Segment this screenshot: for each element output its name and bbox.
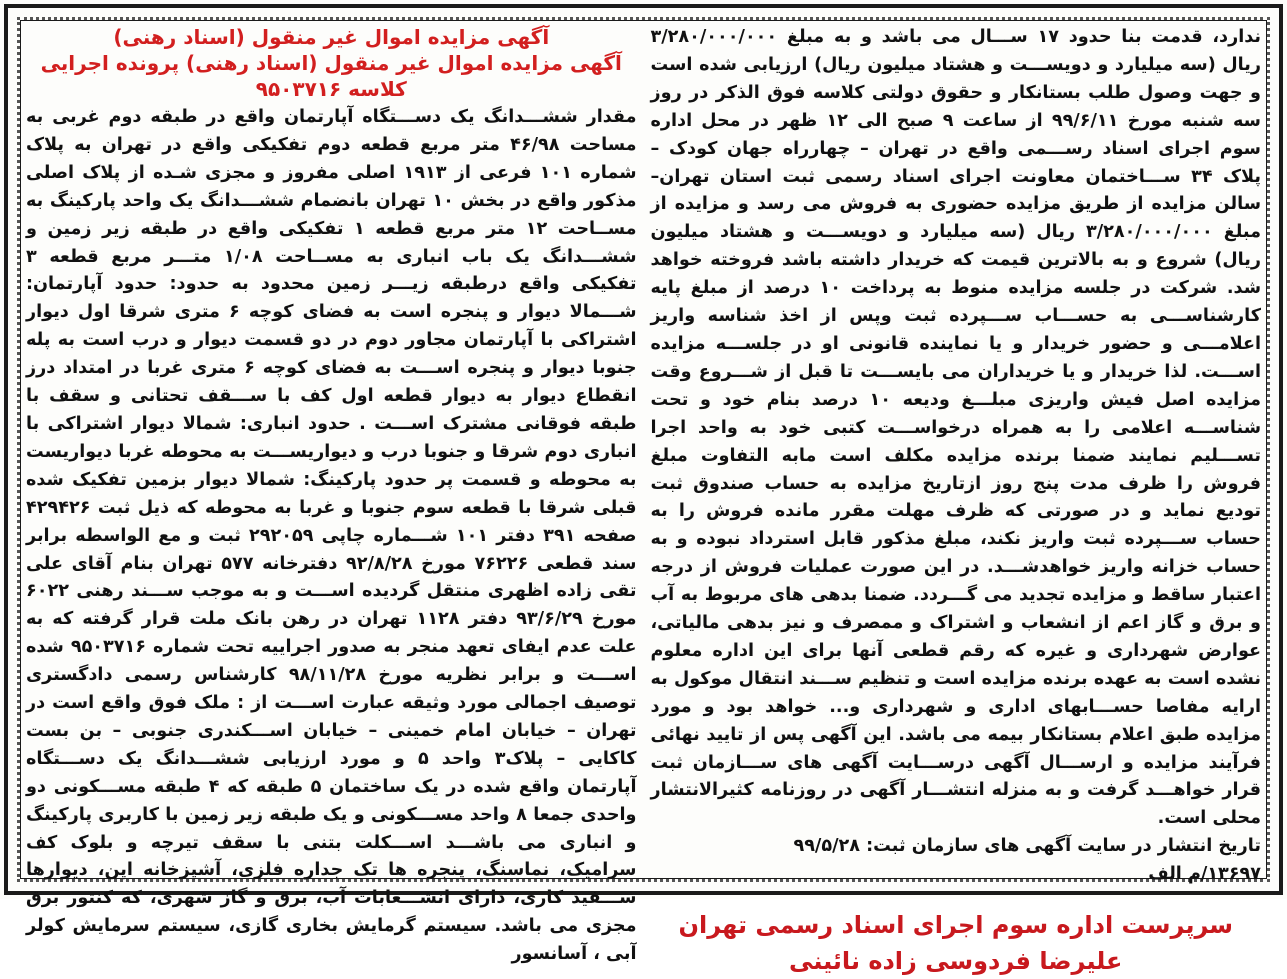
case-number: کلاسه ۹۵۰۳۷۱۶ <box>255 77 407 101</box>
reference-number: ۱۳۶۹۷/م الف <box>1148 864 1261 885</box>
right-column <box>26 24 637 965</box>
notice-title: آگهی مزایده اموال غیر منقول (اسناد رهنی) <box>113 25 550 49</box>
auction-terms: ندارد، قدمت بنا حدود ۱۷ ســـال می باشد و به مبلغ ۳/۲۸۰/۰۰۰/۰۰۰ ریال (سه میلیارد و دویســـت و هشتاد میلیون ریال) ارزیابی شده است و جهت وصول طلب بستانکار و حقوق دولتی کلاسه فوق الذکر در روز سه شنبه مورخ ۹۹/۶/۱۱ از ساعت ۹ صبح الی ۱۲ ظهر در محل اداره سوم اجرای اسناد رســـمی واقع در تهران – چهارراه جهان کودک – پلاک ۳۴ ســـاختمان معاونت اجرای اسناد رسمی ثبت استان تهران– سالن مزایده از طریق مزایده حضوری به فروش می رسد و مزایده از مبلغ ۳/۲۸۰/۰۰۰/۰۰۰ ریال (سه میلیارد و دویســـت و هشتاد میلیون ریال) شروع و به بالاترین قیمت که خریدار داشته باشد فروخته خواهد شد. شرکت در جلسه مزایده منوط به پرداخت ۱۰ درصد از مبلغ پایه کارشناســـی به حســـاب ســـپرده ثبت وپس از اخذ شناسه واریز اعلامـــی و حضور خریدار و یا نماینده قانونی او در جلســـه مزایده اســـت. لذا خریدار و یا خریداران می بایســـت تا قبل از شـــروع وقت مزایده اصل فیش واریزی مبلـــغ ودیعه ۱۰ درصد بنام خود و تحت شناســـه اعلامی را به همراه درخواســـت کتبی خود به واحد اجرا تســـلیم نمایند ضمنا برنده مزایده مکلف است مابه التفاوت مبلغ فروش را ظرف مدت پنج روز ازتاریخ مزایده به حساب صندوق ثبت توديع نمايد و در صورتی که ظرف مهلت مقرر مانده فروش را به حساب ســـپرده ثبت واریز نکند، مبلغ مذکور قابل استرداد نبوده و به حساب خزانه واریز خواهدشـــد. در این صورت عملیات فروش از درجه اعتبار ساقط و مزایده تجدید می گـــردد. ضمنا بدهی های مربوط به آب و برق و گاز اعم از انشعاب و اشتراک و ممصرف و نیز بدهی مالیاتی، عوارض شهرداری و غیره که رقم قطعی آنها برای این اداره معلوم نشده است به عهده برنده مزایده است و تنظیم ســـند انتقال موکول به ارایه مفاصا حســـابهای اداری و شهرداری و... خواهد بود و مورد مزایده طبق اعلام بستانکار بیمه می باشد. این آگهی پس از تایید نهائی فرآیند مزایده و ارســـال آگهی درســـایت آگهی های ســـازمان ثبت قرار خواهـــد گرفت و به منزله انتشـــار آگهی در روزنامه کثیرالانتشار محلی است. <box>650 27 1262 829</box>
property-description: مقدار ششـــدانگ یک دســـتگاه آپارتمان واقع در طبقه دوم غربی به مساحت ۴۶/۹۸ متر مربع قطعه دوم تفکیکی واقع در تهران به پلاک شماره ۱۰۱ فرعی از ۱۹۱۳ اصلی مفروز و مجزی شـده از پلاک اصلی مذکور واقع در بخش ۱۰ تهران بانضمام ششـــدانگ یک واحد پارکینگ به مســاحت ۱۲ متر مربع قطعه ۱ تفکیکی واقع در طبقه زیر زمین و ششـــدانگ یک باب انباری به مســاحت ۱/۰۸ متـــر مربع قطعه ۳ تفکیکی واقع درطبقه زیـــر زمین محدود به حدود: حدود آپارتمان: شـــمالا دیوار و پنجره است به فضای کوچه ۶ متری شرقا اول دیوار اشتراکی با آپارتمان مجاور دوم در دو قسمت دیوار و درب است به پله جنوبا دیوار و پنجره اســـت به فضای کوچه ۶ متری غربا در امتداد درز انقطاع دیوار به دیوار قطعه اول کف با ســـقف تحتانی و سقف با طبقه فوقانی مشترک اســـت . حدود انباری: شمالا دیوار اشتراکی با انباری دوم شرقا و جنوبا درب و دیواریســـت به محوطه غربا دیواریست به محوطه و قسمت پر حدود پارکینگ: شمالا دیوار بزمین تفکیک شده قبلی شرقا با قطعه سوم جنوبا و غربا به محوطه که ذیل ثبت ۴۲۹۴۲۶ صفحه ۳۹۱ دفتر ۱۰۱ شـــماره چاپی ۲۹۲۰۵۹ ثبت و مع الواسطه برابر سند قطعی ۷۶۲۲۶ مورخ ۹۲/۸/۲۸ دفترخانه ۵۷۷ تهران بنام آقای علی تقی زاده اظهری منتقل گردیده اســـت و به موجب ســـند رهنی ۶۰۲۲ مورخ ۹۳/۶/۲۹ دفتر ۱۱۲۸ تهران در رهن بانک ملت قرار گرفته که به علت عدم ایفای تعهد منجر به صدور اجراییه تحت شماره ۹۵۰۳۷۱۶ شده اســـت و برابر نظریه مورخ ۹۸/۱۱/۲۸ کارشناس رسمی دادگستری توصیف اجمالی مورد وثیقه عبارت اســـت از : ملک فوق واقع است در تهران – خیابان امام خمینی – خیابان اســـکندری جنوبی – بن بست کاکایی – پلاک۳ واحد ۵ و مورد ارزیابی ششـــدانگ یک دســـتگاه آپارتمان واقع شده در یک ساختمان ۵ طبقه که ۴ طبقه مســـکونی دو واحدی جمعا ۸ واحد مســـکونی و یک طبقه زیر زمین با کاربری پارکینگ و انباری می باشـــد اســـکلت بتنی با سقف تیرچه و بلوک کف سرامیک، نماسنگ، پنجره ها تک جداره فلزی، آشپزخانه اپن، دیوارها ســـفید کاری، دارای انشـــعابات آب، برق و گاز شهری، که کنتور برق مجزی می باشد. سیستم گرمایش بخاری گازی، سیستم سرمایش کولر آبی ، آسانسور <box>26 107 637 965</box>
notice-header <box>26 24 637 102</box>
signature-title: سرپرست اداره سوم اجرای اسناد رسمی تهران <box>678 911 1234 940</box>
signature-block <box>651 907 1262 979</box>
left-column <box>650 24 1262 976</box>
signature-name: علیرضا فردوسی زاده نائینی <box>789 947 1123 976</box>
notice-subtitle: آگهی مزایده اموال غیر منقول (اسناد رهنی) پرونده اجرایی <box>40 51 622 75</box>
notice-columns <box>26 24 1262 976</box>
publish-date: تاریخ انتشار در سایت آگهی های سازمان ثبت: ۹۹/۵/۲۸ <box>793 836 1261 857</box>
